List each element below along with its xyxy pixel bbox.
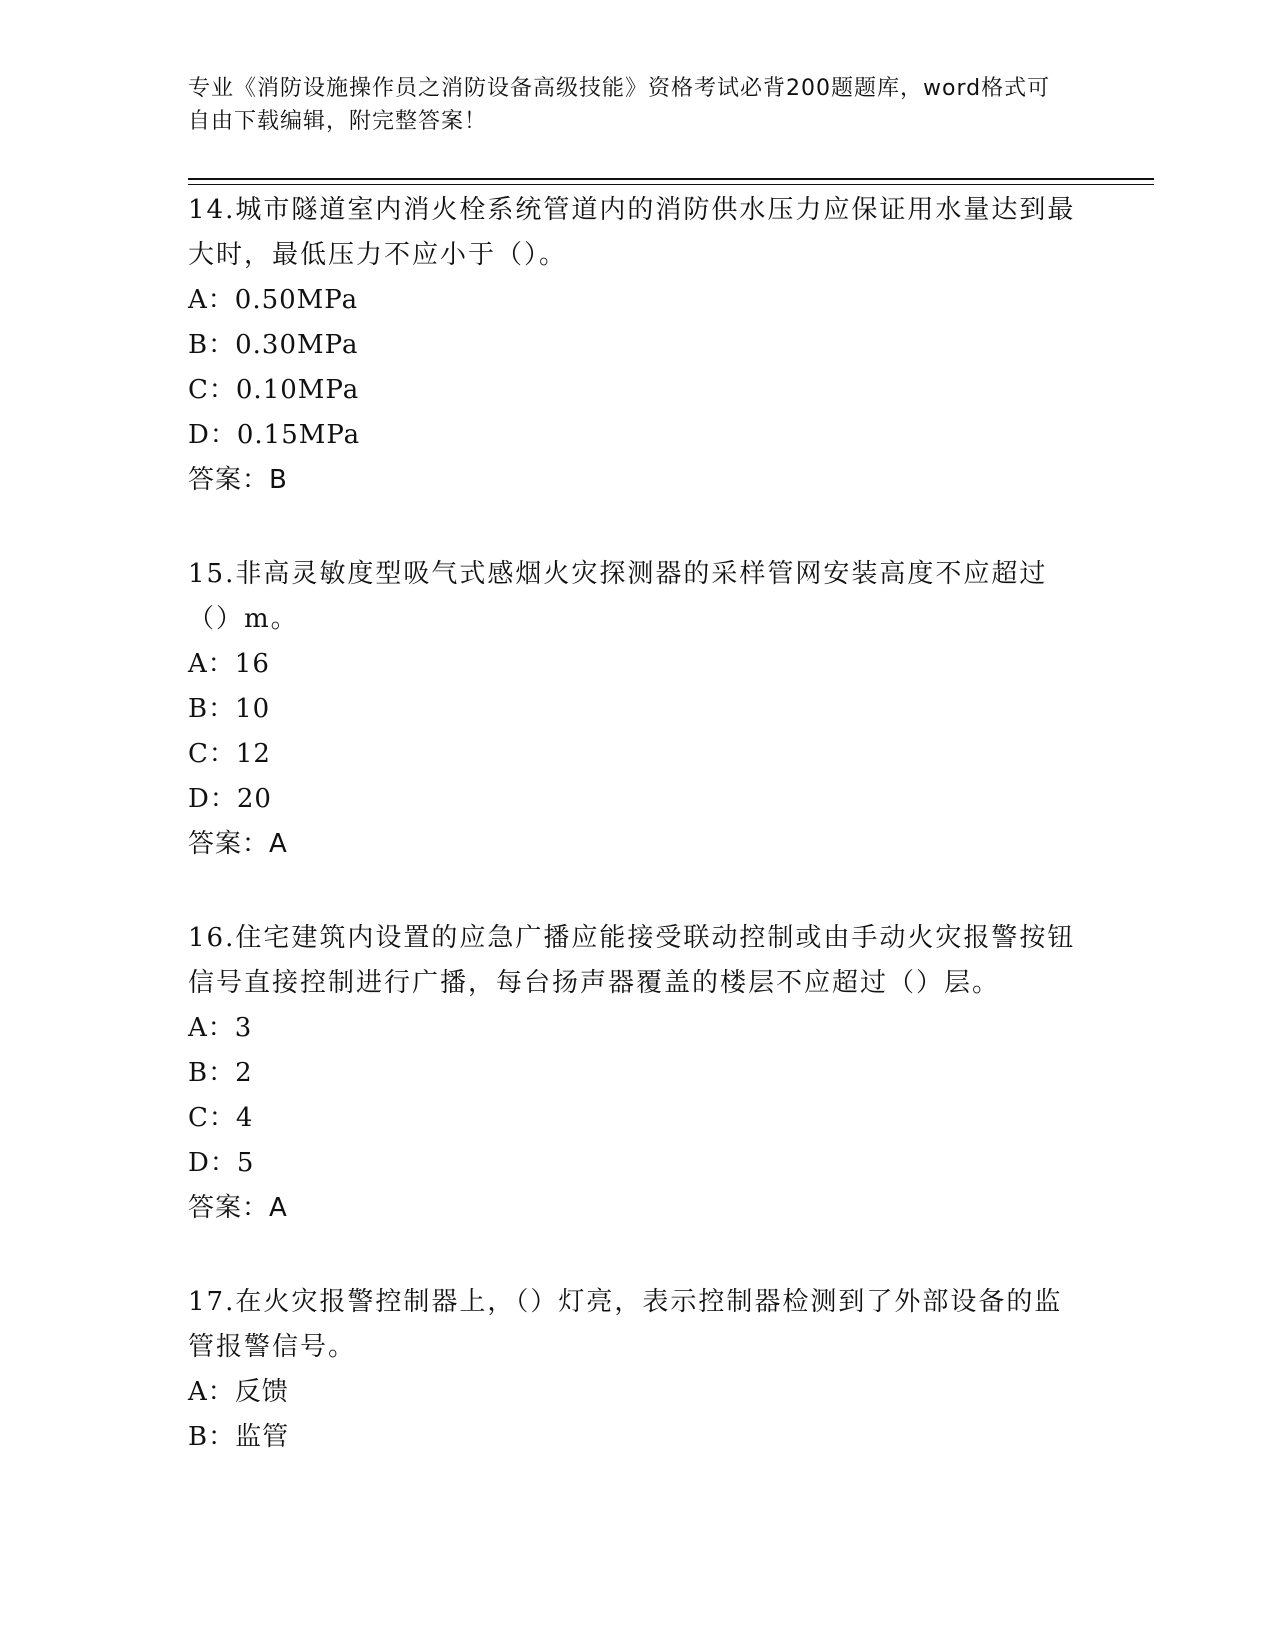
header-divider-thick (188, 178, 1154, 180)
option-c: C：12 (188, 739, 271, 769)
question-16 (188, 916, 1088, 1231)
option-a: A：16 (188, 649, 270, 679)
answer: 答案：B (188, 465, 288, 495)
option-d: D：5 (188, 1148, 255, 1178)
question-stem: 17.在火灾报警控制器上，（）灯亮，表示控制器检测到了外部设备的监管报警信号。 (188, 1287, 1063, 1362)
option-c: C：4 (188, 1103, 254, 1133)
option-d: D：20 (188, 784, 272, 814)
option-b: B：2 (188, 1058, 253, 1088)
option-b: B：监管 (188, 1422, 290, 1452)
option-d: D：0.15MPa (188, 420, 361, 450)
option-a: A：0.50MPa (188, 285, 359, 315)
option-c: C：0.10MPa (188, 375, 360, 405)
question-stem: 16.住宅建筑内设置的应急广播应能接受联动控制或由手动火灾报警按钮信号直接控制进行广播，每台扬声器覆盖的楼层不应超过（）层。 (188, 923, 1076, 998)
option-a: A：反馈 (188, 1377, 289, 1407)
answer: 答案：A (188, 829, 288, 859)
question-stem: 15.非高灵敏度型吸气式感烟火灾探测器的采样管网安装高度不应超过（）m。 (188, 559, 1048, 634)
question-stem: 14.城市隧道室内消火栓系统管道内的消防供水压力应保证用水量达到最大时，最低压力不应小于（）。 (188, 195, 1076, 270)
option-b: B：10 (188, 694, 271, 724)
option-a: A：3 (188, 1013, 253, 1043)
header-divider-thin (188, 184, 1154, 185)
question-15 (188, 552, 1088, 867)
question-14 (188, 188, 1088, 503)
answer: 答案：A (188, 1193, 288, 1223)
question-17 (188, 1280, 1088, 1460)
document-header: 专业《消防设施操作员之消防设备高级技能》资格考试必背200题题库，word格式可自由下载编辑，附完整答案！ (188, 76, 1051, 134)
option-b: B：0.30MPa (188, 330, 359, 360)
